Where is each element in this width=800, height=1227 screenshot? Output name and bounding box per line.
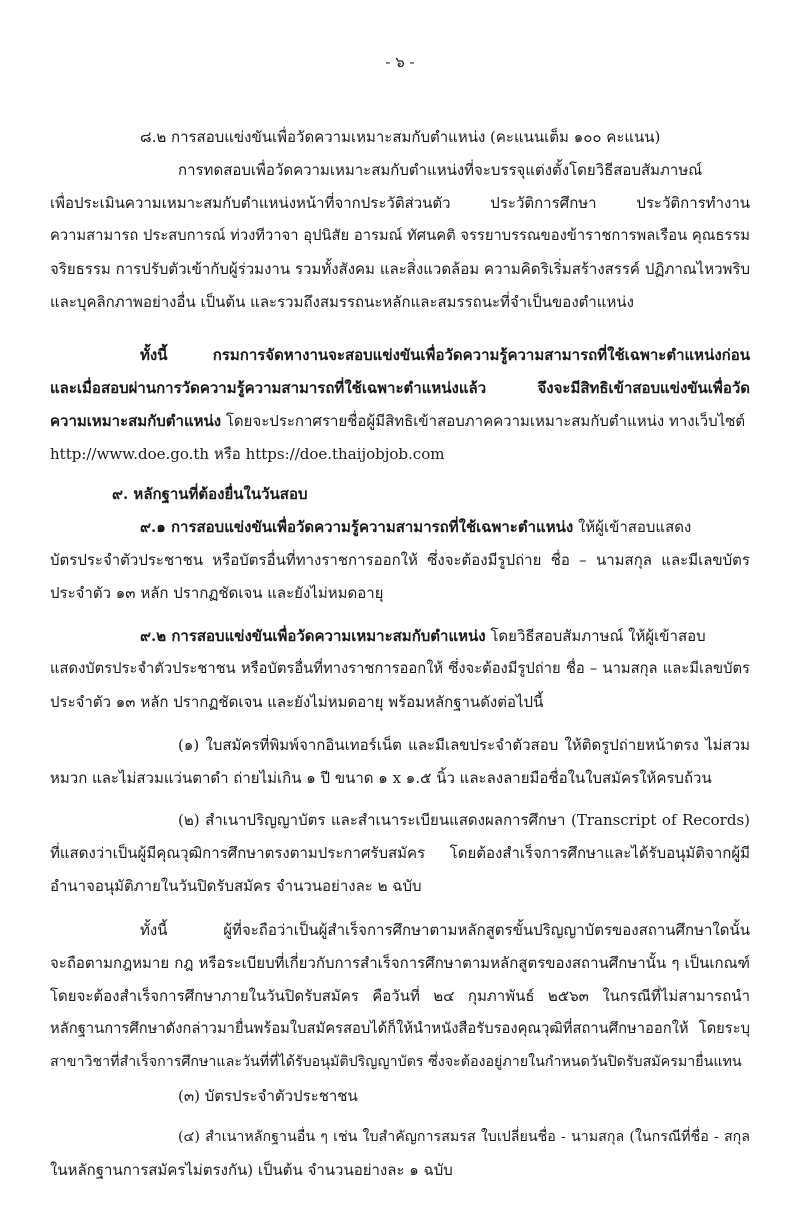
paragraph-line: ความสามารถ ประสบการณ์ ท่วงทีวาจา อุปนิสัย อารมณ์ ทัศนคติ จรรยาบรรณของข้าราชการพลเรือน คุณธรรม bbox=[50, 227, 750, 244]
s9-1-first-line bbox=[140, 516, 691, 538]
note-line-mixed bbox=[50, 410, 745, 432]
note-line: โดยจะต้องสำเร็จการศึกษาภายในวันปิดรับสมัคร คือวันที่ ๒๔ กุมภาพันธ์ ๒๕๖๓ ในกรณีที่ไม่สามารถนำ bbox=[50, 987, 750, 1005]
item-2-line: อำนาจอนุมัติภายในวันปิดรับสมัคร จำนวนอย่างละ ๒ ฉบับ bbox=[50, 877, 422, 895]
bold-note-line: และเมื่อสอบผ่านการวัดความรู้ความสามารถที่ใช้เฉพาะตำแหน่งแล้ว จึงจะมีสิทธิเข้าสอบแข่งขันเพื่อวัด bbox=[50, 379, 750, 397]
paragraph-line: จริยธรรม การปรับตัวเข้ากับผู้ร่วมงาน รวมทั้งสังคม และสิ่งแวดล้อม ความคิดริเริ่มสร้างสรรค์ ปฏิภาณไหวพริบ bbox=[50, 260, 750, 278]
paragraph-line: ประจำตัว ๑๓ หลัก ปรากฏชัดเจน และยังไม่หมดอายุ พร้อมหลักฐานดังต่อไปนี้ bbox=[50, 693, 544, 711]
note-line: หลักฐานการศึกษาดังกล่าวมายื่นพร้อมใบสมัครสอบได้ก็ให้นำหนังสือรับรองคุณวุฒิที่สถานศึกษาออกให้ โดยระบุ bbox=[50, 1020, 750, 1037]
item-2-line: (๒) สำเนาปริญญาบัตร และสำเนาระเบียนแสดงผลการศึกษา (Transcript of Records) bbox=[178, 811, 750, 829]
section-8-2-heading: ๘.๒ การสอบแข่งขันเพื่อวัดความเหมาะสมกับตำแหน่ง (คะแนนเต็ม ๑๐๐ คะแนน) bbox=[140, 128, 661, 146]
item-3: (๓) บัตรประจำตัวประชาชน bbox=[178, 1087, 358, 1105]
note-line: ทั้งนี้ ผู้ที่จะถือว่าเป็นผู้สำเร็จการศึกษาตามหลักสูตรขั้นปริญญาบัตรของสถานศึกษาใดนั้น bbox=[140, 921, 750, 939]
item-4-line: ในหลักฐานการสมัครไม่ตรงกัน) เป็นต้น จำนวนอย่างละ ๑ ฉบับ bbox=[50, 1161, 453, 1179]
item-1-line: หมวก และไม่สวมแว่นตาดำ ถ่ายไม่เกิน ๑ ปี ขนาด ๑ x ๑.๕ นิ้ว และลงลายมือชื่อในใบสมัครให้ครบถ้วน bbox=[50, 769, 712, 787]
section-9-heading: ๙. หลักฐานที่ต้องยื่นในวันสอบ bbox=[112, 485, 308, 503]
paragraph-line: แสดงบัตรประจำตัวประชาชน หรือบัตรอื่นที่ทางราชการออกให้ ซึ่งจะต้องมีรูปถ่าย ชื่อ – นามสกุล และมีเลขบัตร bbox=[50, 660, 750, 677]
s9-2-heading: ๙.๒ การสอบแข่งขันเพื่อวัดความเหมาะสมกับตำแหน่ง bbox=[140, 627, 486, 645]
page-number: - ๖ - bbox=[385, 53, 415, 71]
item-4-line: (๔) สำเนาหลักฐานอื่น ๆ เช่น ใบสำคัญการสมรส ใบเปลี่ยนชื่อ - นามสกุล (ในกรณีที่ชื่อ - สกุล bbox=[178, 1129, 750, 1145]
bold-note-line: ความเหมาะสมกับตำแหน่ง bbox=[50, 412, 222, 430]
paragraph-line: เพื่อประเมินความเหมาะสมกับตำแหน่งหน้าที่จากประวัติส่วนตัว ประวัติการศึกษา ประวัติการทำงาน bbox=[50, 194, 750, 212]
s9-2-first-line bbox=[140, 625, 706, 647]
bold-note-line: ทั้งนี้ กรมการจัดหางานจะสอบแข่งขันเพื่อวัดความรู้ความสามารถที่ใช้เฉพาะตำแหน่งก่อน bbox=[140, 346, 750, 364]
note-line: จะถือตามกฎหมาย กฎ หรือระเบียบที่เกี่ยวกับการสำเร็จการศึกษาตามหลักสูตรของสถานศึกษานั้น ๆ เป็นเกณฑ์ bbox=[50, 954, 750, 972]
item-1-line: (๑) ใบสมัครที่พิมพ์จากอินเทอร์เน็ต และมีเลขประจำตัวสอบ ให้ติดรูปถ่ายหน้าตรง ไม่สวม bbox=[178, 736, 750, 754]
s9-1-tail: ให้ผู้เข้าสอบแสดง bbox=[573, 518, 692, 536]
note-line: สาขาวิชาที่สำเร็จการศึกษาและวันที่ที่ได้รับอนุมัติปริญญาบัตร ซึ่งจะต้องอยู่ภายในกำหนดวันปิดรับสมัครมายื่นแทน bbox=[50, 1054, 742, 1070]
paragraph-line: บัตรประจำตัวประชาชน หรือบัตรอื่นที่ทางราชการออกให้ ซึ่งจะต้องมีรูปถ่าย ชื่อ – นามสกุล และมีเลขบัตร bbox=[50, 551, 750, 569]
s9-2-tail: โดยวิธีสอบสัมภาษณ์ ให้ผู้เข้าสอบ bbox=[485, 627, 706, 645]
note-tail: โดยจะประกาศรายชื่อผู้มีสิทธิเข้าสอบภาคความเหมาะสมกับตำแหน่ง ทางเว็บไซต์ bbox=[221, 412, 746, 430]
paragraph-line: ประจำตัว ๑๓ หลัก ปรากฏชัดเจน และยังไม่หมดอายุ bbox=[50, 584, 384, 602]
paragraph-line: และบุคลิกภาพอย่างอื่น เป็นต้น และรวมถึงสมรรถนะหลักและสมรรถนะที่จำเป็นของตำแหน่ง bbox=[50, 293, 634, 311]
website-links: http://www.doe.go.th หรือ https://doe.thaijobjob.com bbox=[50, 445, 445, 463]
item-2-line: ที่แสดงว่าเป็นผู้มีคุณวุฒิการศึกษาตรงตามประกาศรับสมัคร โดยต้องสำเร็จการศึกษาและได้รับอนุมัติจากผู้มี bbox=[50, 844, 750, 862]
s9-1-heading: ๙.๑ การสอบแข่งขันเพื่อวัดความรู้ความสามารถที่ใช้เฉพาะตำแหน่ง bbox=[140, 518, 574, 536]
paragraph-line: การทดสอบเพื่อวัดความเหมาะสมกับตำแหน่งที่จะบรรจุแต่งตั้งโดยวิธีสอบสัมภาษณ์ bbox=[178, 161, 703, 179]
